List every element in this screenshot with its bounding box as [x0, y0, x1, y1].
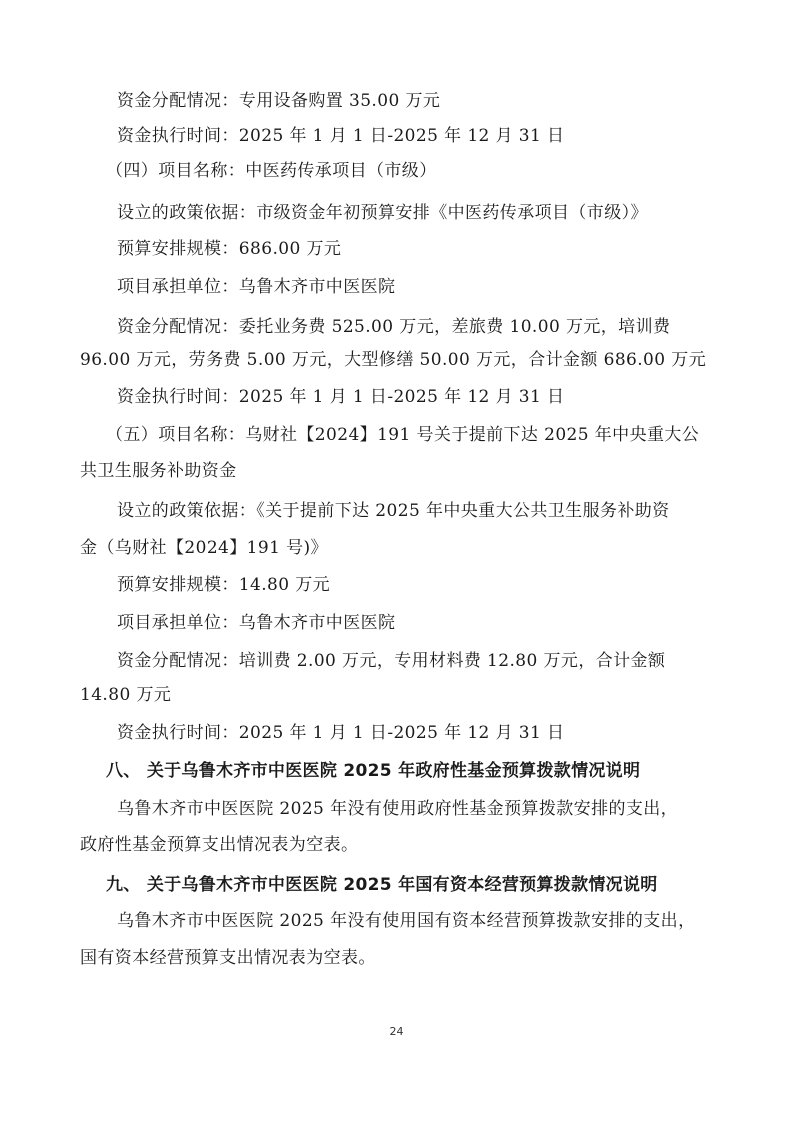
fund-allocation-line: 资金分配情况：委托业务费 525.00 万元，差旅费 10.00 万元，培训费 — [117, 317, 671, 337]
section-heading-8: 八、 关于乌鲁木齐市中医医院 2025 年政府性基金预算拨款情况说明 — [106, 761, 641, 781]
budget-scale-line: 预算安排规模：14.80 万元 — [117, 575, 331, 595]
section-9-paragraph: 乌鲁木齐市中医医院 2025 年没有使用国有资本经营预算拨款安排的支出， — [117, 911, 696, 931]
project-name-5-continuation: 共卫生服务补助资金 — [80, 461, 237, 481]
undertaking-unit-line: 项目承担单位：乌鲁木齐市中医医院 — [117, 277, 396, 297]
section-8-paragraph: 乌鲁木齐市中医医院 2025 年没有使用政府性基金预算拨款安排的支出， — [117, 799, 679, 819]
project-name-4: （四）项目名称：中医药传承项目（市级） — [106, 161, 437, 181]
fund-allocation-continuation: 14.80 万元 — [80, 685, 172, 705]
execution-time-line: 资金执行时间：2025 年 1 月 1 日-2025 年 12 月 31 日 — [117, 723, 565, 743]
fund-allocation-continuation: 96.00 万元，劳务费 5.00 万元，大型修缮 50.00 万元，合计金额 686.00 万元 — [80, 350, 707, 370]
fund-allocation-line: 资金分配情况：专用设备购置 35.00 万元 — [117, 91, 441, 111]
fund-allocation-line: 资金分配情况：培训费 2.00 万元，专用材料费 12.80 万元，合计金额 — [117, 651, 666, 671]
page-number: 24 — [389, 1025, 404, 1038]
policy-basis-continuation: 金（乌财社【2024】191 号)》 — [80, 538, 328, 558]
budget-scale-line: 预算安排规模：686.00 万元 — [117, 239, 342, 259]
undertaking-unit-line: 项目承担单位：乌鲁木齐市中医医院 — [117, 613, 396, 633]
execution-time-line: 资金执行时间：2025 年 1 月 1 日-2025 年 12 月 31 日 — [117, 387, 565, 407]
section-heading-9: 九、 关于乌鲁木齐市中医医院 2025 年国有资本经营预算拨款情况说明 — [106, 875, 658, 895]
execution-time-line: 资金执行时间：2025 年 1 月 1 日-2025 年 12 月 31 日 — [117, 126, 565, 146]
section-9-paragraph-continuation: 国有资本经营预算支出情况表为空表。 — [80, 948, 376, 968]
section-8-paragraph-continuation: 政府性基金预算支出情况表为空表。 — [80, 835, 359, 855]
project-name-5: （五）项目名称：乌财社【2024】191 号关于提前下达 2025 年中央重大公 — [106, 425, 700, 445]
policy-basis-line: 设立的政策依据：市级资金年初预算安排《中医药传承项目（市级）》 — [117, 203, 648, 223]
policy-basis-line: 设立的政策依据：《关于提前下达 2025 年中央重大公共卫生服务补助资 — [117, 501, 670, 521]
